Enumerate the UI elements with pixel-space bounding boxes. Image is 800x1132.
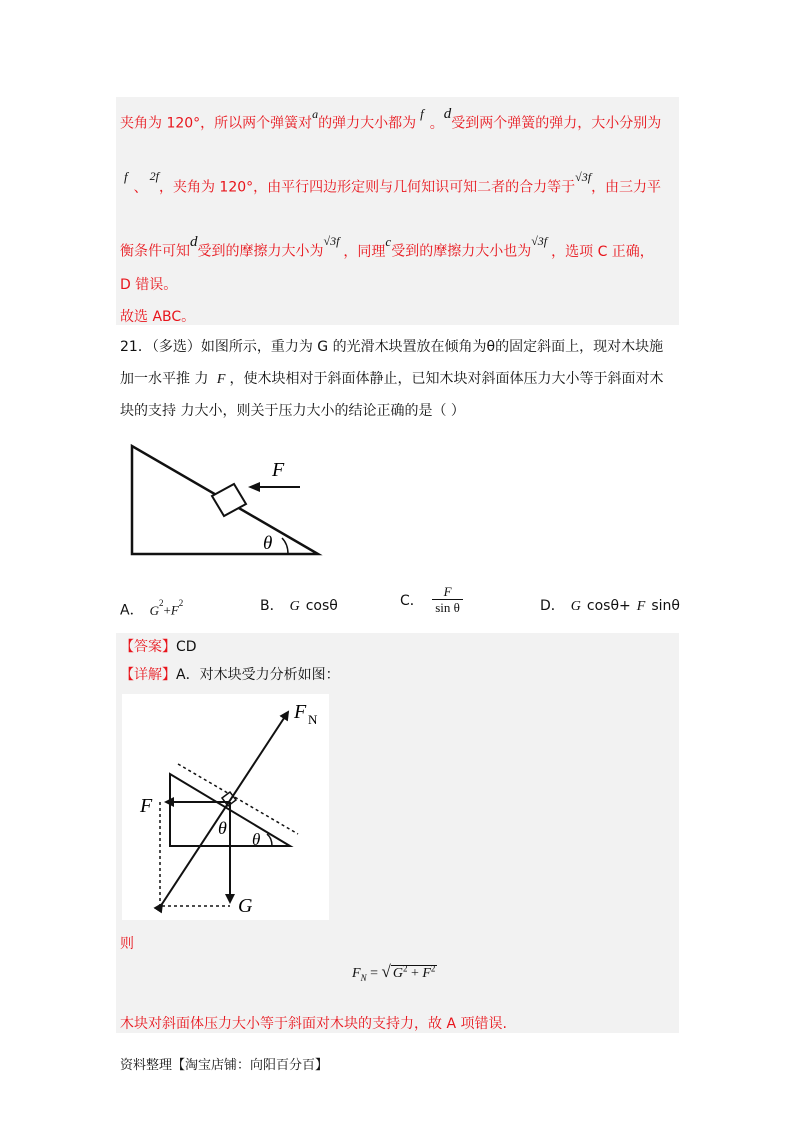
var-c: c <box>385 234 392 249</box>
explanation-line-1: 夹角为 120°，所以两个弹簧对$^a$的弹力大小都为$^f$。$^d$受到两个弹簧的弹力，大小分别为 <box>120 106 662 132</box>
answer-label: 【答案】 <box>120 639 176 655</box>
block <box>212 484 246 516</box>
theta-angle-label: θ <box>252 830 261 849</box>
footer: 资料整理【淘宝店铺：向阳百分百】 <box>120 1058 329 1073</box>
option-a[interactable]: A． $G^2+F^2$ <box>120 598 184 619</box>
fn-arrow <box>162 712 288 904</box>
explanation-line-3: 衡条件可知$^d$受到的摩擦力大小为$^{√3f}$，同理$^c$受到的摩擦力大小也为$^{√3f}$，选项 C 正确， <box>120 234 654 260</box>
var-2f: 2f <box>149 169 159 183</box>
force-label: F <box>272 459 285 481</box>
question-line-3: 块的支持 力大小，则关于压力大小的结论正确的是（ ） <box>120 403 465 419</box>
conclusion-a: 木块对斜面体压力大小等于斜面对木块的支持力，故 A 项错误. <box>120 1016 507 1032</box>
angle-label: θ <box>263 533 273 554</box>
question-line-2: 加一水平推 力 F ，使木块相对于斜面体静止，已知木块对斜面体压力大小等于斜面对木 <box>120 371 664 387</box>
option-b[interactable]: B． G cosθ <box>260 598 338 614</box>
option-d[interactable]: D． G cosθ+ F sinθ <box>540 598 680 614</box>
var-d: d <box>190 234 198 250</box>
answer-line <box>120 637 197 657</box>
dotted-guide <box>178 764 298 834</box>
g-label: G <box>238 895 253 917</box>
var-f: f <box>124 169 128 184</box>
incline-figure <box>120 440 340 565</box>
angle-arc <box>282 538 288 554</box>
f-label: F <box>140 795 153 817</box>
var-sqrt3f: √3f <box>575 170 592 184</box>
var-f: f <box>420 106 424 121</box>
fn-formula: $F_N$ = √ $G^2 + F^2$ <box>352 962 436 983</box>
fn-sub: N <box>308 712 318 727</box>
var-a: a <box>312 107 319 121</box>
then-line: 则 <box>120 936 134 952</box>
detail-line: 【详解】A．对木块受力分析如图： <box>120 667 340 683</box>
theta-inner-label: θ <box>218 818 227 838</box>
var-d: d <box>443 106 452 122</box>
explanation-line-4: D 错误。 <box>120 277 178 293</box>
var-sqrt3f: √3f <box>323 234 340 248</box>
option-c[interactable]: C． $\frac{F}{\text{sin θ}}$ <box>400 585 463 615</box>
explanation-line-2: $^f$、$^{2f}$，夹角为 120°，由平行四边形定则与几何知识可知二者的合力等于$^{√3f}$，由三力平 <box>124 169 662 196</box>
question-line-1: 21．（多选）如图所示，重力为 G 的光滑木块置放在倾角为θ的固定斜面上，现对木块施 <box>120 339 664 355</box>
fn-label: F <box>294 701 307 723</box>
detail-label: 【详解】 <box>120 667 176 683</box>
var-sqrt3f: √3f <box>531 234 548 248</box>
answer-value: CD <box>176 639 197 655</box>
force-diagram <box>122 694 329 920</box>
explanation-conclusion: 故选 ABC。 <box>120 309 196 325</box>
force-arrowhead <box>248 482 260 492</box>
